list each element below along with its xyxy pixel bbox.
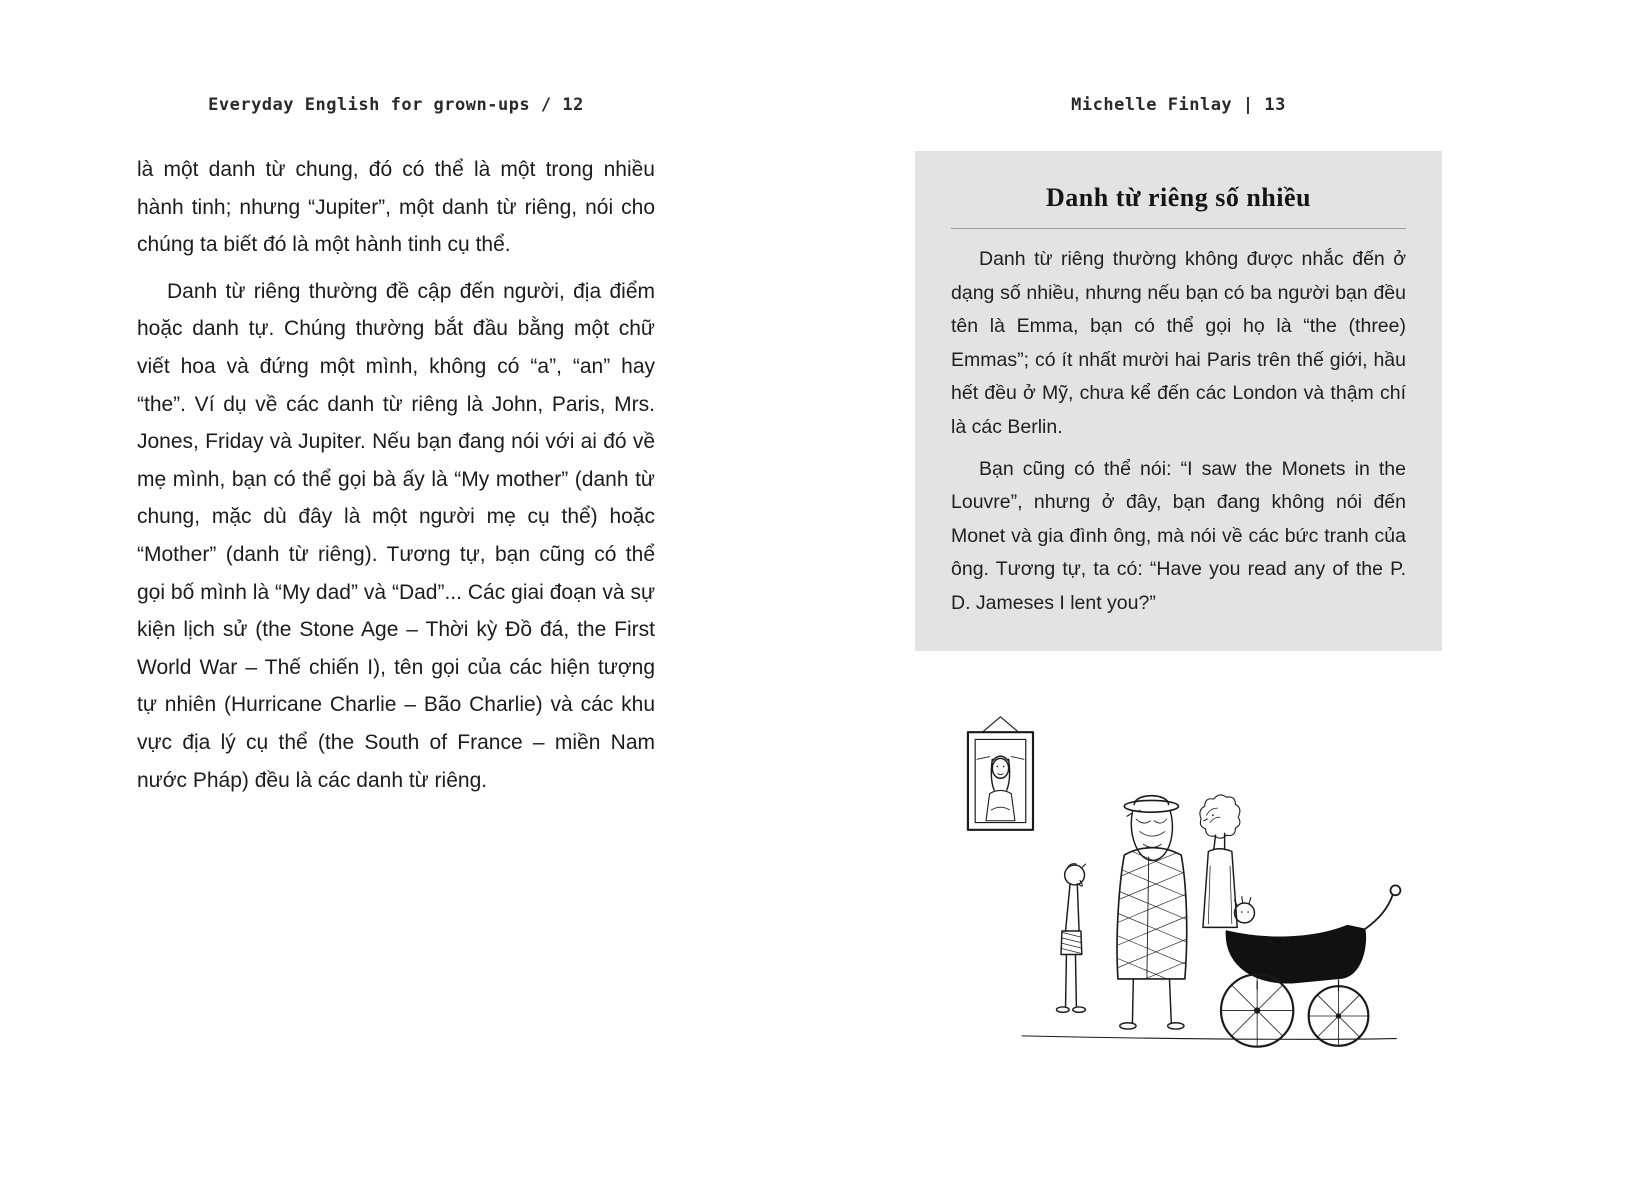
right-page xyxy=(915,95,1442,1072)
gallery-cartoon-illustration xyxy=(939,687,1409,1072)
paragraph: Bạn cũng có thể nói: “I saw the Monets in the Louvre”, nhưng ở đây, bạn đang không nói đến Monet và gia đình ông, mà nói về các bức tranh của ông. Tương tự, ta có: “Have you read any of the P. D. Jameses I lent you?” xyxy=(951,457,1406,614)
callout-box-title: Danh từ riêng số nhiều xyxy=(1046,183,1311,212)
callout-box xyxy=(915,151,1442,651)
boy-figure xyxy=(1057,863,1086,1012)
mona-lisa-picture xyxy=(968,716,1033,829)
woman-figure xyxy=(1200,794,1240,926)
paragraph: là một danh từ chung, đó có thể là một trong nhiều hành tinh; nhưng “Jupiter”, một danh từ riêng, nói cho chúng ta biết đó là một hành tinh cụ thể. xyxy=(137,158,655,257)
left-page xyxy=(137,95,655,799)
paragraph: Danh từ riêng thường đề cập đến người, địa điểm hoặc danh tự. Chúng thường bắt đầu bằng một chữ viết hoa và đứng một mình, không có “a”, “an” hay “the”. Ví dụ về các danh từ riêng là John, Paris, Mrs. Jones, Friday và Jupiter. Nếu bạn đang nói với ai đó về mẹ mình, bạn có thể gọi bà ấy là “My mother” (danh từ chung, mặc dù đây là một người mẹ cụ thể) hoặc “Mother” (danh từ riêng). Tương tự, bạn cũng có thể gọi bố mình là “My dad” và “Dad”... Các giai đoạn và sự kiện lịch sử (the Stone Age – Thời kỳ Đồ đá, the First World War – Thế chiến I), tên gọi của các hiện tượng tự nhiên (Hurricane Charlie – Bão Charlie) và các khu vực địa lý cụ thể (the South of France – miền Nam nước Pháp) đều là các danh từ riêng. xyxy=(137,279,655,792)
bearded-man-figure xyxy=(1102,795,1210,1028)
callout-box-rule xyxy=(951,228,1406,229)
left-running-head: Everyday English for grown-ups / 12 xyxy=(208,95,584,115)
paragraph: Danh từ riêng thường không được nhắc đến ở dạng số nhiều, nhưng nếu bạn có ba người bạn đều tên là Emma, bạn có thể gọi họ là “the (three) Emmas”; có ít nhất mười hai Paris trên thế giới, hầu hết đều ở Mỹ, chưa kể đến các London và thậm chí là các Berlin. xyxy=(951,248,1406,438)
right-running-head: Michelle Finlay | 13 xyxy=(1071,95,1286,115)
left-body-text xyxy=(137,151,655,799)
pram xyxy=(1221,885,1400,1046)
